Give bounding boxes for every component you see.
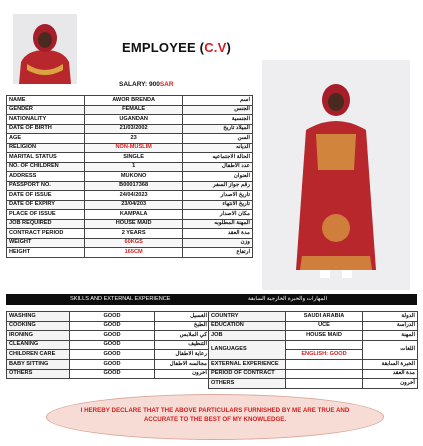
info_rows-value: HOUSE MAID (84, 219, 183, 229)
experience-table (208, 311, 418, 389)
info_rows-value: 165CM (84, 248, 183, 258)
table-row (7, 162, 253, 172)
table-row (7, 359, 210, 369)
info_rows-value: 23 (84, 134, 183, 144)
table-row (7, 172, 253, 182)
table-row: ENGLISH: GOOD (209, 350, 418, 360)
info_rows-value: AWOR BRENDA (84, 96, 183, 106)
info_rows-arabic: مكان الاصدار (183, 210, 253, 220)
info_rows-value: 23/04/203 (84, 200, 183, 210)
skills-banner (6, 294, 417, 305)
table-row (7, 153, 253, 163)
skills-banner-arabic: المهارات والخبرة الخارجية السابقة (248, 296, 327, 302)
skills-table (6, 311, 210, 379)
table-row (7, 96, 253, 106)
info_rows-value: 60KGS (84, 238, 183, 248)
info_rows-arabic: رقم جواز السفر (183, 181, 253, 191)
info_rows-arabic: الميلاد تاريخ (183, 124, 253, 134)
info_rows-value: 24/04/2023 (84, 191, 183, 201)
info_rows-arabic: الجنسية (183, 115, 253, 125)
skills-label: CHILDREN CARE (7, 350, 70, 360)
skills-banner-title: SKILLS AND EXTERNAL EXPERIENCE (70, 296, 171, 302)
info_rows-arabic: وزن (183, 238, 253, 248)
table-row (7, 143, 253, 153)
table-row (7, 115, 253, 125)
info_rows-arabic: الجنس (183, 105, 253, 115)
info_rows-label: PLACE OF ISSUE (7, 210, 85, 220)
info_rows-value: 1 (84, 162, 183, 172)
skills-label: IRONING (7, 331, 70, 341)
table-row: OTHERS أخرون (209, 379, 418, 389)
skills-value: GOOD (70, 350, 155, 360)
table-row (7, 124, 253, 134)
table-row (7, 134, 253, 144)
info_rows-value: B00017368 (84, 181, 183, 191)
info_rows-label: ADDRESS (7, 172, 85, 182)
skills-value: GOOD (70, 312, 155, 322)
table-row: LANGUAGES اللغات (209, 340, 418, 350)
info_rows-label: NO. OF CHILDREN (7, 162, 85, 172)
info_rows-arabic: ارتفاع (183, 248, 253, 258)
info_rows-label: PASSPORT NO. (7, 181, 85, 191)
info_rows-label: HEIGHT (7, 248, 85, 258)
declaration-text: I HEREBY DECLARE THAT THE ABOVE PARTICULARS FURNISHED BY ME ARE TRUE AND ACCURATE TO THE BEST OF MY KNOWLEDGE. (80, 407, 350, 423)
info_rows-arabic: تاريخ الانتهاء (183, 200, 253, 210)
table-row: JOB HOUSE MAID المهنة (209, 331, 418, 341)
skills-label: OTHERS (7, 369, 70, 379)
skills-label: WASHING (7, 312, 70, 322)
info_rows-value: MUKONO (84, 172, 183, 182)
skills-arabic: رعاية الاطفال (155, 350, 210, 360)
table-row (7, 191, 253, 201)
table-row (7, 248, 253, 258)
info_rows-value: 2 YEARS (84, 229, 183, 239)
info_rows-label: GENDER (7, 105, 85, 115)
info_rows-arabic: الحالة الاجتماعيه (183, 153, 253, 163)
info_rows-arabic: مدة العقد (183, 229, 253, 239)
table-row (7, 312, 210, 322)
info_rows-label: DATE OF ISSUE (7, 191, 85, 201)
skills-value: GOOD (70, 340, 155, 350)
table-row (7, 238, 253, 248)
info_rows-label: MARITAL STATUS (7, 153, 85, 163)
skills-value: GOOD (70, 359, 155, 369)
salary-label: SALARY: 900SAR (119, 81, 174, 88)
skills-arabic: كي الملابس (155, 331, 210, 341)
person-full-photo-icon (262, 60, 410, 290)
info_rows-arabic: الديانه (183, 143, 253, 153)
skills-value: GOOD (70, 321, 155, 331)
info_rows-arabic: السن (183, 134, 253, 144)
page-title: EMPLOYEE (C.V) (122, 40, 231, 55)
info_rows-value: KAMPALA (84, 210, 183, 220)
info_rows-label: DATE OF EXPIRY (7, 200, 85, 210)
table-row (7, 340, 210, 350)
person-photo-icon (13, 14, 77, 84)
info_rows-arabic: المهنة المطلوبه (183, 219, 253, 229)
info_rows-label: WEIGHT (7, 238, 85, 248)
table-row (7, 219, 253, 229)
table-row (7, 210, 253, 220)
info_rows-arabic: اسم (183, 96, 253, 106)
personal-info-table (6, 95, 253, 258)
table-row: PERIOD OF CONTRACT مدة العقد (209, 369, 418, 379)
info_rows-arabic: عدد الاطفال (183, 162, 253, 172)
candidate-photo-small (13, 14, 77, 84)
table-row (7, 321, 210, 331)
info_rows-label: NATIONALITY (7, 115, 85, 125)
table-row: COUNTRY SAUDI ARABIA الدولة (209, 312, 418, 322)
skills-arabic: الغسيل (155, 312, 210, 322)
table-row (7, 181, 253, 191)
table-row: EDUCATION UCE الدراسة (209, 321, 418, 331)
skills-arabic: التنظيف (155, 340, 210, 350)
info_rows-label: CONTRACT PERIOD (7, 229, 85, 239)
table-row (7, 369, 210, 379)
skills-arabic: مجالسه الاطفال (155, 359, 210, 369)
info_rows-label: DATE OF BIRTH (7, 124, 85, 134)
skills-arabic: أخرون (155, 369, 210, 379)
skills-label: BABY SITTING (7, 359, 70, 369)
info_rows-value: SINGLE (84, 153, 183, 163)
table-row (7, 229, 253, 239)
skills-value: GOOD (70, 369, 155, 379)
skills-value: GOOD (70, 331, 155, 341)
skills-label: CLEANING (7, 340, 70, 350)
info_rows-label: RELIGION (7, 143, 85, 153)
table-row (7, 105, 253, 115)
info_rows-value: FEMALE (84, 105, 183, 115)
info_rows-label: JOB REQUIRED (7, 219, 85, 229)
skills-label: COOKING (7, 321, 70, 331)
info_rows-value: 21/03/2002 (84, 124, 183, 134)
candidate-photo-full (262, 60, 410, 290)
info_rows-label: NAME (7, 96, 85, 106)
table-row (7, 331, 210, 341)
skills-arabic: الطبخ (155, 321, 210, 331)
table-row: EXTERNAL EXPERIENCE الخبرة السابقة (209, 359, 418, 369)
table-row (7, 200, 253, 210)
info_rows-label: AGE (7, 134, 85, 144)
declaration-box (46, 394, 384, 440)
info_rows-value: UGANDAN (84, 115, 183, 125)
info_rows-arabic: تاريخ الاصدار (183, 191, 253, 201)
info_rows-arabic: العنوان (183, 172, 253, 182)
info_rows-value: NON-MUSLIM (84, 143, 183, 153)
table-row (7, 350, 210, 360)
